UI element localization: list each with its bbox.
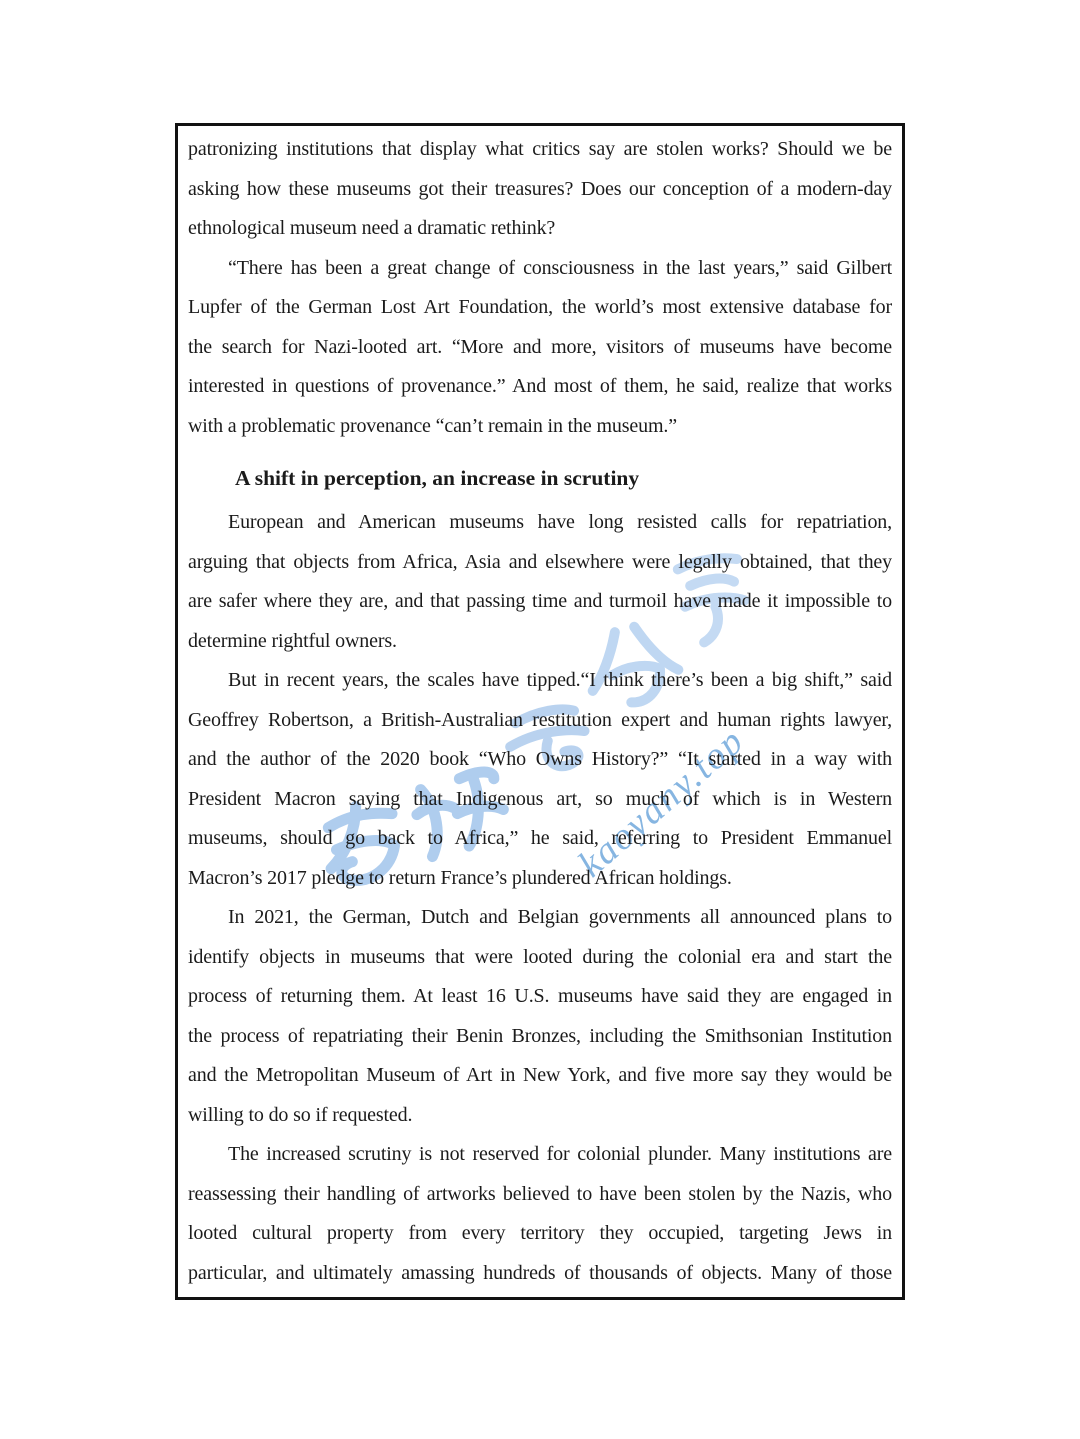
text-line: with a problematic provenance “can’t remain in the museum.” (188, 414, 677, 437)
text-line: determine rightful owners. (188, 629, 397, 652)
text-line: willing to do so if requested. (188, 1103, 413, 1126)
text-line: ethnological museum need a dramatic rethink? (188, 217, 556, 239)
document-frame (175, 123, 905, 1300)
text-line: European and American museums have long resisted calls for repatriation, (228, 511, 892, 533)
paragraph (188, 661, 892, 898)
paragraph (188, 130, 892, 249)
text-line: are safer where they are, and that passing time and turmoil have made it impossible to (188, 590, 892, 612)
text-line: Lupfer of the German Lost Art Foundation, the world’s most extensive database for (188, 296, 892, 318)
text-line: Geoffrey Robertson, a British-Australian restitution expert and human rights lawyer, (188, 708, 892, 731)
paragraph (188, 1135, 892, 1293)
text-line: In 2021, the German, Dutch and Belgian governments all announced plans to (228, 906, 892, 928)
text-line: the process of repatriating their Benin Bronzes, including the Smithsonian Institution (188, 1024, 892, 1047)
text-line: reassessing their handling of artworks believed to have been stolen by the Nazis, who (188, 1182, 892, 1205)
article-body (188, 130, 892, 1293)
paragraph (188, 898, 892, 1135)
text-line: President Macron saying that Indigenous art, so much of which is in Western (188, 787, 892, 810)
text-line: identify objects in museums that were looted during the colonial era and start the (188, 945, 892, 968)
text-line: the search for Nazi-looted art. “More and more, visitors of museums have become (188, 335, 892, 358)
text-line: But in recent years, the scales have tipped.“I think there’s been a big shift,” said (228, 669, 892, 691)
text-line: arguing that objects from Africa, Asia and elsewhere were legally obtained, that they (188, 550, 892, 573)
text-line: The increased scrutiny is not reserved for colonial plunder. Many institutions are (228, 1143, 892, 1165)
text-line: looted cultural property from every territory they occupied, targeting Jews in (188, 1222, 892, 1244)
text-line: process of returning them. At least 16 U.S. museums have said they are engaged in (188, 985, 892, 1007)
paragraph (188, 249, 892, 447)
section-heading: A shift in perception, an increase in scrutiny (235, 466, 640, 490)
text-line: asking how these museums got their treasures? Does our conception of a modern-day (188, 177, 892, 200)
text-line: and the Metropolitan Museum of Art in New York, and five more say they would be (188, 1064, 892, 1086)
text-line: particular, and ultimately amassing hundreds of thousands of objects. Many of those (188, 1261, 892, 1284)
text-line: interested in questions of provenance.” And most of them, he said, realize that works (188, 375, 892, 397)
text-line: museums, should go back to Africa,” he said, referring to President Emmanuel (188, 827, 892, 849)
text-line: Macron’s 2017 pledge to return France’s plundered African holdings. (188, 866, 732, 889)
watermark-site-text: kaoyany.top (570, 719, 753, 886)
paragraph (188, 503, 892, 661)
text-line: patronizing institutions that display what critics say are stolen works? Should we be (188, 138, 892, 160)
text-line: and the author of the 2020 book “Who Owns History?” “It started in a way with (188, 748, 892, 770)
text-line: “There has been a great change of consciousness in the last years,” said Gilbert (228, 256, 892, 279)
